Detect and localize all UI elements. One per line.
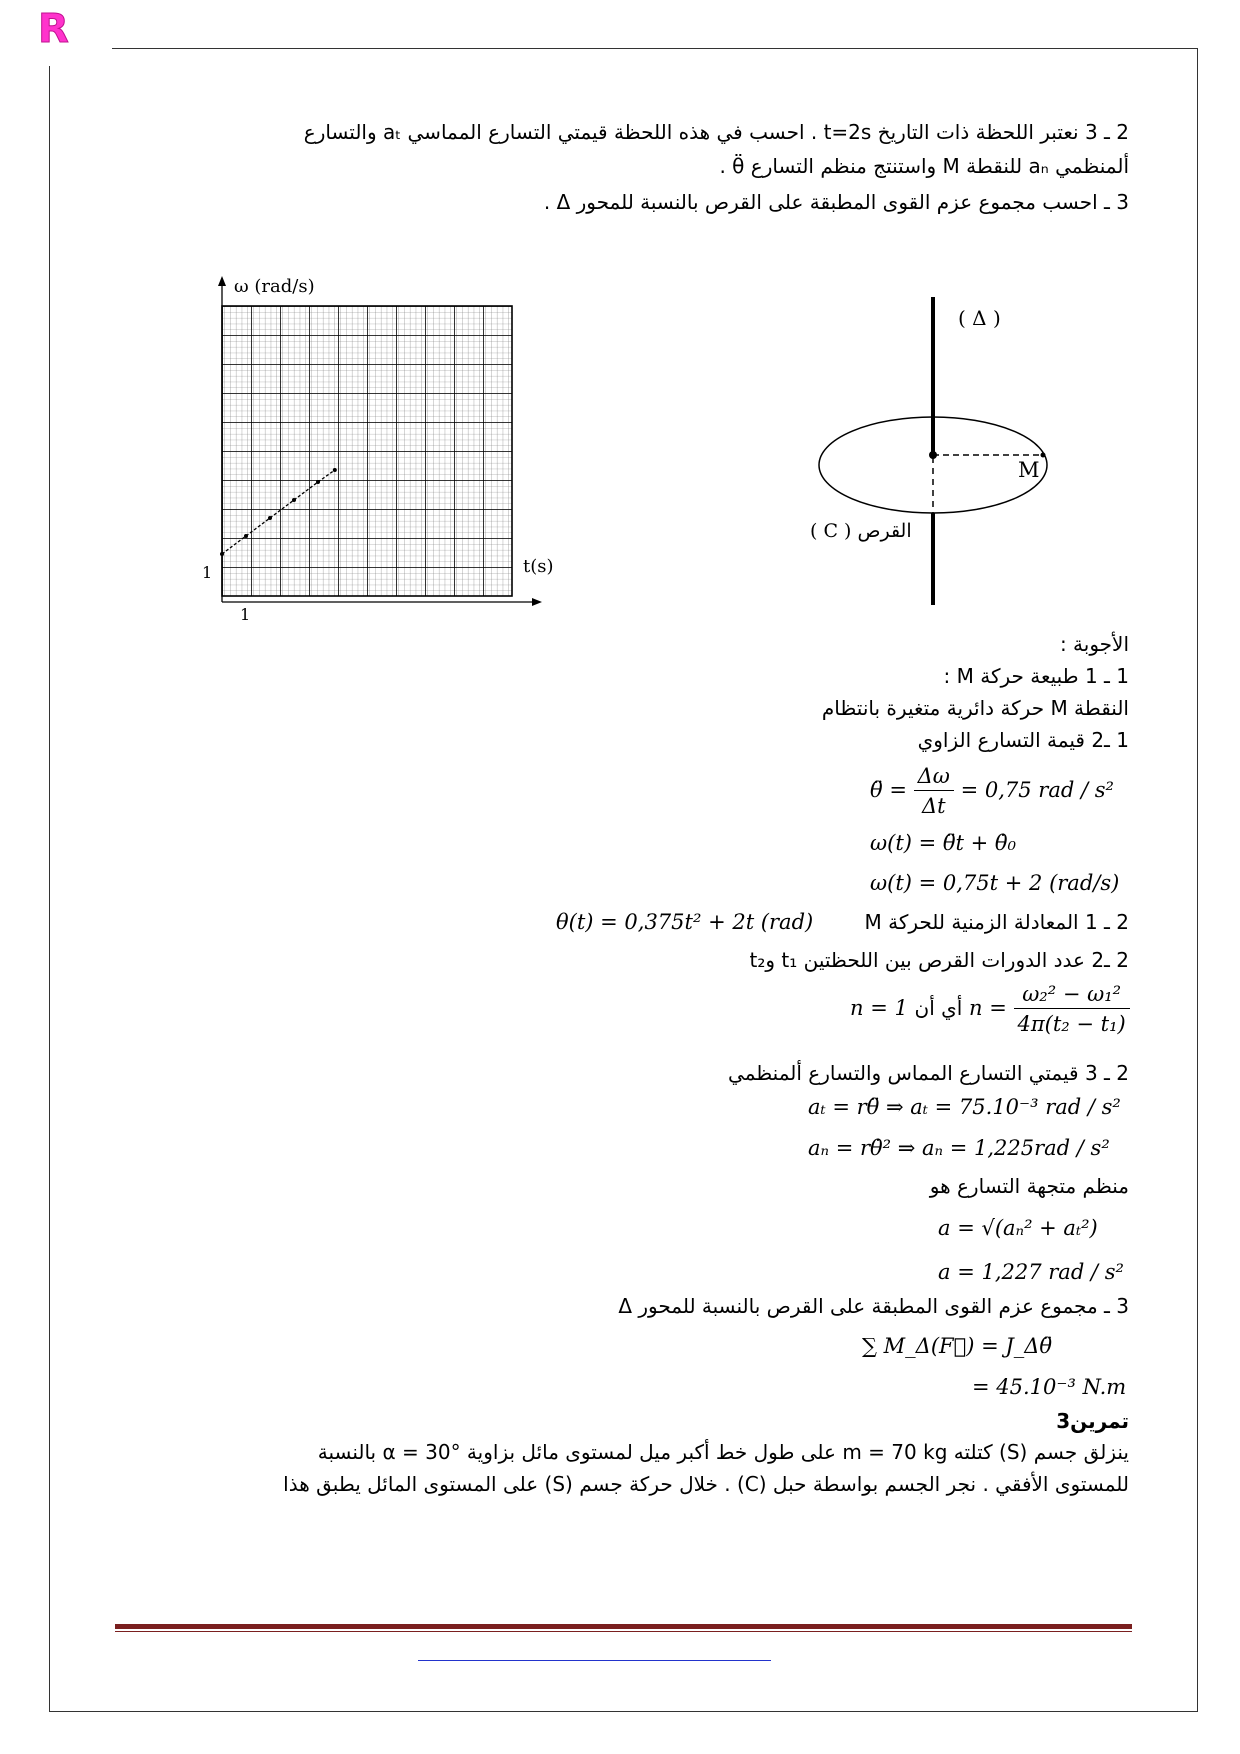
answer-1-1-heading: 1 ـ 1 طبيعة حركة M : (943, 664, 1129, 688)
equation-torque: ∑ M_Δ(F⃗) = J_Δθ̈ (862, 1334, 1053, 1358)
graph-ylabel: ω (rad/s) (234, 276, 315, 297)
center-point (929, 451, 937, 459)
equation-omega-numeric: ω(t) = 0,75t + 2 (rad/s) (870, 871, 1120, 895)
frame-right-border (1197, 48, 1198, 1712)
data-point (333, 468, 337, 472)
graph-xlabel: t(s) (523, 556, 554, 577)
omega-time-graph (190, 272, 554, 632)
y-axis-arrow (218, 276, 226, 286)
graph-tick-x: 1 (240, 605, 251, 624)
equation-tangential: aₜ = rθ̈ ⇒ aₜ = 75.10⁻³ rad / s² (808, 1095, 1121, 1119)
answer-3-heading: 3 ـ مجموع عزم القوى المطبقة على القرص بالنسبة للمحور Δ (618, 1294, 1129, 1318)
equation-turns: n = 1 أي أن n = $\frac{\text{ω₂² − ω₁²}}{\text{4π(t₂ − t₁)}}$ (850, 980, 1130, 1039)
equation-angular-acceleration: θ̈ = $\frac{\Delta\omega}{\Delta t}$ = 0,75 rad / s² (870, 762, 1114, 821)
equation-omega-general: ω(t) = θ̈t + θ̇₀ (870, 831, 1016, 855)
data-point (292, 498, 296, 502)
graph-grid-coarse (222, 306, 512, 596)
frame-bottom-border (49, 1711, 1198, 1712)
frame-top-border (112, 48, 1198, 49)
logo: R (38, 6, 69, 52)
question-2-3-line2: ألمنظمي aₙ للنقطة M واستنتج منظم التسارع θ̈ . (719, 154, 1129, 178)
data-point (220, 552, 224, 556)
frac-denominator: Δt (921, 794, 946, 818)
frac-numerator: Δω (914, 762, 954, 791)
footer-link-underline[interactable] (418, 1660, 771, 1661)
question-3: 3 ـ احسب مجموع عزم القوى المطبقة على القرص بالنسبة للمحور Δ . (543, 190, 1129, 214)
answer-1-2-heading: 1 ـ2 قيمة التسارع الزاوي (917, 728, 1129, 752)
exercise-3-line1: ينزلق جسم (S) كتلته m = 70 kg على طول خط أكبر ميل لمستوى مائل بزاوية α = 30° بالنسبة (317, 1440, 1129, 1464)
answer-2-2-heading: 2 ـ2 عدد الدورات القرص بين اللحظتين t₁ وt₂ (749, 948, 1129, 972)
graph-tick-y: 1 (202, 563, 213, 582)
equation-norm-value: a = 1,227 rad / s² (938, 1260, 1124, 1284)
footer-rule-thin (115, 1631, 1132, 1632)
answer-2-1-heading: 2 ـ 1 المعادلة الزمنية للحركة M (864, 910, 1129, 934)
answer-2-3-norm-text: منظم متجهة التسارع هو (929, 1174, 1129, 1198)
axis-label: ( Δ ) (958, 306, 1001, 330)
data-point (268, 516, 272, 520)
data-point (244, 534, 248, 538)
x-axis-arrow (532, 598, 542, 606)
equation-norm: a = √(aₙ² + aₜ²) (938, 1216, 1098, 1240)
answer-2-3-heading: 2 ـ 3 قيمتي التسارع المماس والتسارع ألمنظمي (728, 1061, 1129, 1085)
equation-theta: θ(t) = 0,375t² + 2t (rad) (556, 910, 814, 934)
exercise-3-title: تمرين3 (1056, 1409, 1129, 1433)
disk-label: ( C ) القرص (810, 520, 912, 542)
question-2-3-line1: 2 ـ 3 نعتبر اللحظة ذات التاريخ t=2s . احسب في هذه اللحظة قيمتي التسارع المماسي aₜ والتسارع (303, 120, 1129, 144)
equation-torque-value: = 45.10⁻³ N.m (972, 1375, 1127, 1399)
disk-diagram (790, 285, 1070, 615)
exercise-3-line2: للمستوى الأفقي . نجر الجسم بواسطة حبل (C) . خلال حركة جسم (S) على المستوى المائل يطبق هذا (283, 1472, 1129, 1496)
answers-title: الأجوبة : (1059, 632, 1129, 656)
point-m-label: M (1018, 458, 1040, 482)
data-point (316, 480, 320, 484)
footer-rule (115, 1624, 1132, 1629)
point-m (1041, 453, 1046, 458)
equation-normal: aₙ = rθ̇² ⇒ aₙ = 1,225rad / s² (808, 1136, 1110, 1160)
frame-left-border (49, 66, 50, 1712)
answer-1-1-text: النقطة M حركة دائرية متغيرة بانتظام (821, 696, 1129, 720)
